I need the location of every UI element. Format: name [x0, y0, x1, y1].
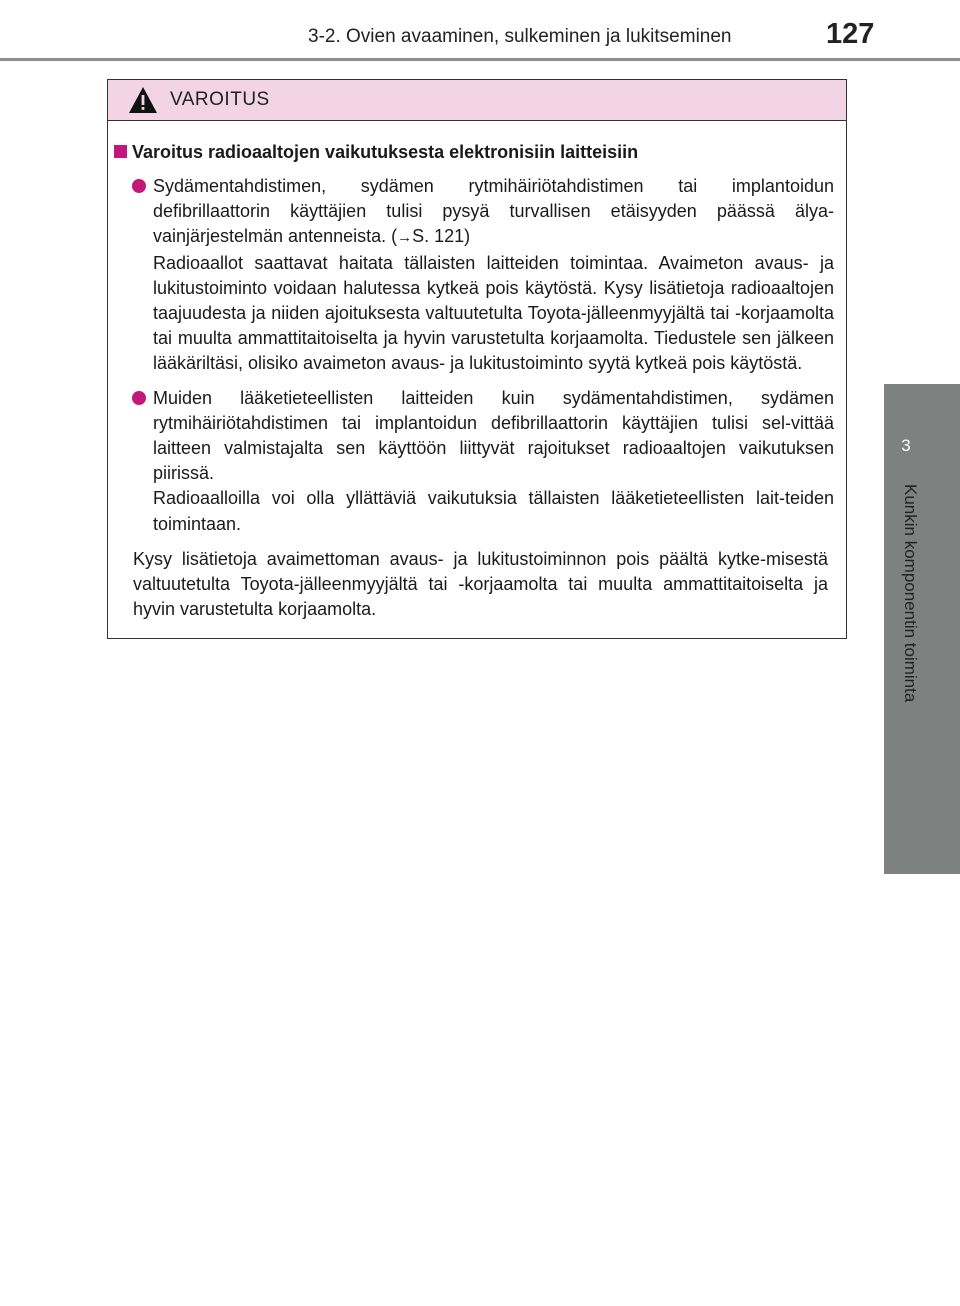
- section-title: 3-2. Ovien avaaminen, sulkeminen ja lukitseminen: [308, 26, 732, 47]
- section-heading-text: Varoitus radioaaltojen vaikutuksesta elektronisiin laitteisiin: [132, 142, 639, 162]
- chapter-number: 3: [901, 436, 911, 455]
- warning-box: [107, 79, 847, 639]
- header-rule: [0, 58, 960, 61]
- warning-body: [108, 121, 846, 622]
- page-number: 127: [826, 18, 875, 50]
- warning-header: [108, 80, 846, 121]
- chapter-title: Kunkin komponentin toiminta: [901, 484, 920, 703]
- bullet-item: [108, 386, 834, 537]
- warning-triangle-icon: [128, 86, 158, 114]
- page-reference: S. 121): [412, 226, 471, 247]
- bullet-text: Sydämentahdistimen, sydämen rytmihäiriötahdistimen tai implantoidun defibrillaattorin käyttäjien tulisi pysyä turvallisen etäisyyden päässä älya-vainjärjestelmän antenneista. (: [153, 176, 834, 247]
- section-heading: [108, 139, 834, 165]
- bullet-paragraph: Muiden lääketieteellisten laitteiden kuin sydämentahdistimen, sydämen rytmihäiriötahdistimen tai implantoidun defibrillaattorin käyttäjien tulisi sel-vittää laitteen valmistajalta sen käyttöön liittyvät rajoitukset radioaaltojen vaikutuksen piirissä.: [153, 387, 834, 484]
- round-bullet-icon: [132, 391, 146, 405]
- bullet-paragraph: [153, 174, 834, 251]
- bullet-item: [108, 174, 834, 377]
- chapter-side-tab: [884, 384, 960, 874]
- arrow-right-icon: →: [397, 229, 413, 247]
- bullet-paragraph: Radioaalloilla voi olla yllättäviä vaikutuksia tällaisten lääketieteellisten lait-teiden toimintaan.: [153, 488, 834, 534]
- square-bullet-icon: [114, 145, 127, 158]
- round-bullet-icon: [132, 179, 146, 193]
- bullet-paragraph: Radioaallot saattavat haitata tällaisten laitteiden toimintaa. Avaimeton avaus- ja lukitustoiminto voidaan halutessa kytkeä pois käytöstä. Kysy lisätietoja radioaaltojen taajuudesta ja niiden ajoituksesta valtuutetulta Toyota-jälleenmyyjältä tai -korjaamolta tai muulta ammattitaitoiselta ja hyvin varustetulta korjaamolta. Tiedustele sen jälkeen lääkäriltäsi, olisiko avaimeton avaus- ja lukitustoiminto syytä kytkeä pois käytöstä.: [153, 252, 834, 374]
- closing-paragraph: Kysy lisätietoja avaimettoman avaus- ja lukitustoiminnon pois päältä kytke-misestä valtuutetulta Toyota-jälleenmyyjältä tai -korjaamolta tai muulta ammattitaitoiselta ja hyvin varustetulta korjaamolta.: [133, 548, 828, 620]
- warning-title: VAROITUS: [170, 89, 270, 110]
